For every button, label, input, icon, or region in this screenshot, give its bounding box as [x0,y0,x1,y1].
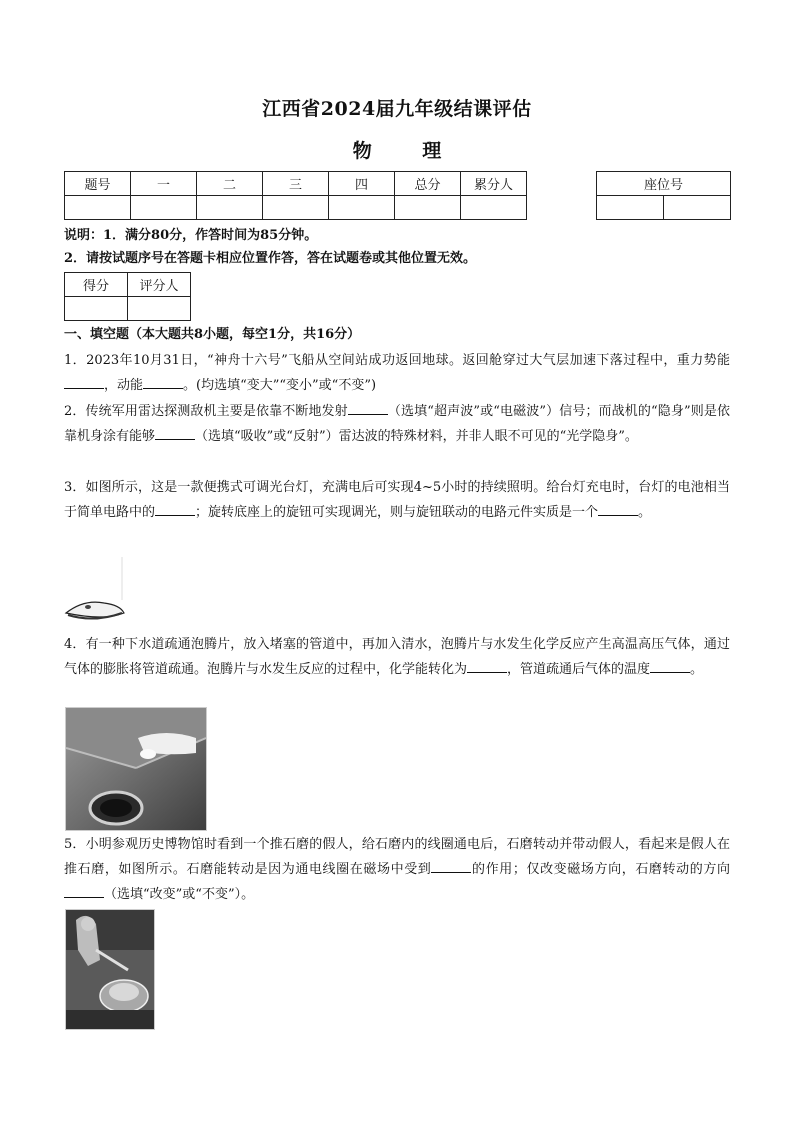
question-text: 2．传统军用雷达探测敌机主要是依靠不断地发射 [64,404,348,419]
instruction-line-1: 说明：1．满分80分，作答时间为85分钟。 [64,228,318,243]
question-text: （选填“改变”或“不变”）。 [104,887,255,902]
question-text: 1．2023年10月31日，“神舟十六号”飞船从空间站成功返回地球。返回舱穿过大气层加速下落过程中，重力势能 [64,353,730,368]
exam-title: 江西省2024届九年级结课评估 [262,98,532,120]
grader-cell [128,297,191,321]
score-header-1: 一 [131,172,197,196]
answer-blank[interactable] [650,658,690,673]
score-header-2: 二 [197,172,263,196]
score-cell [329,196,395,220]
grader-header-grader: 评分人 [128,273,191,297]
score-header-number: 题号 [65,172,131,196]
answer-blank[interactable] [467,658,507,673]
seat-cell [597,196,664,220]
score-header-total: 总分 [395,172,461,196]
score-cell [395,196,461,220]
grader-table [64,272,191,321]
seat-table [596,171,731,220]
answer-blank[interactable] [64,374,104,389]
grader-cell [65,297,128,321]
desk-lamp-image [64,555,126,623]
question-text: ，动能 [104,378,144,393]
question-text: 。 [638,505,652,520]
score-cell [65,196,131,220]
answer-blank[interactable] [348,400,388,415]
score-header-4: 四 [329,172,395,196]
score-cell [263,196,329,220]
seat-cell [664,196,731,220]
score-cell [461,196,527,220]
question-text: ；旋转底座上的旋钮可实现调光，则与旋钮联动的电路元件实质是一个 [195,505,599,520]
question-text: 4．有一种下水道疏通泡腾片，放入堵塞的管道中，再加入清水，泡腾片与水发生化学反应产生高温高压气体，通过气体的膨胀将管道疏通。泡腾片与水发生反应的过程中，化学能转化为 [64,637,730,677]
instruction-line-2: 2．请按试题序号在答题卡相应位置作答，答在试题卷或其他位置无效。 [64,251,477,266]
score-header-3: 三 [263,172,329,196]
question-3 [64,475,730,525]
question-text: 。(均选填“变大”“变小”或“不变”) [183,378,377,393]
question-text: 的作用；仅改变磁场方向，石磨转动的方向 [471,862,730,877]
subject-title: 物 理 [352,140,464,162]
question-2 [64,399,730,449]
answer-blank[interactable] [598,501,638,516]
answer-blank[interactable] [64,883,104,898]
question-text: ，管道疏通后气体的温度 [507,662,651,677]
question-text: （选填“吸收”或“反射”）雷达波的特殊材料，并非人眼不可见的“光学隐身”。 [195,429,638,444]
question-5 [64,832,730,907]
score-table [64,171,527,220]
score-header-accumulator: 累分人 [461,172,527,196]
drain-tablet-photo [65,707,207,831]
answer-blank[interactable] [143,374,183,389]
answer-blank[interactable] [155,425,195,440]
question-text: 。 [690,662,704,677]
answer-blank[interactable] [155,501,195,516]
question-text: （选填“超声波”或“电磁波”）信号；而战机的“隐身”则是依靠机身涂有能够 [64,404,730,444]
question-1 [64,348,730,398]
seat-header: 座位号 [597,172,731,196]
grader-header-score: 得分 [65,273,128,297]
question-4 [64,632,730,682]
section-heading: 一、填空题（本大题共8小题，每空1分，共16分） [64,327,361,342]
answer-blank[interactable] [431,858,471,873]
millstone-photo [65,909,155,1030]
question-text: 3．如图所示，这是一款便携式可调光台灯，充满电后可实现4~5小时的持续照明。给台灯充电时，台灯的电池相当于简单电路中的 [64,480,730,520]
score-cell [131,196,197,220]
question-text: 5．小明参观历史博物馆时看到一个推石磨的假人，给石磨内的线圈通电后，石磨转动并带动假人，看起来是假人在推石磨，如图所示。石磨能转动是因为通电线圈在磁场中受到 [64,837,730,877]
score-cell [197,196,263,220]
